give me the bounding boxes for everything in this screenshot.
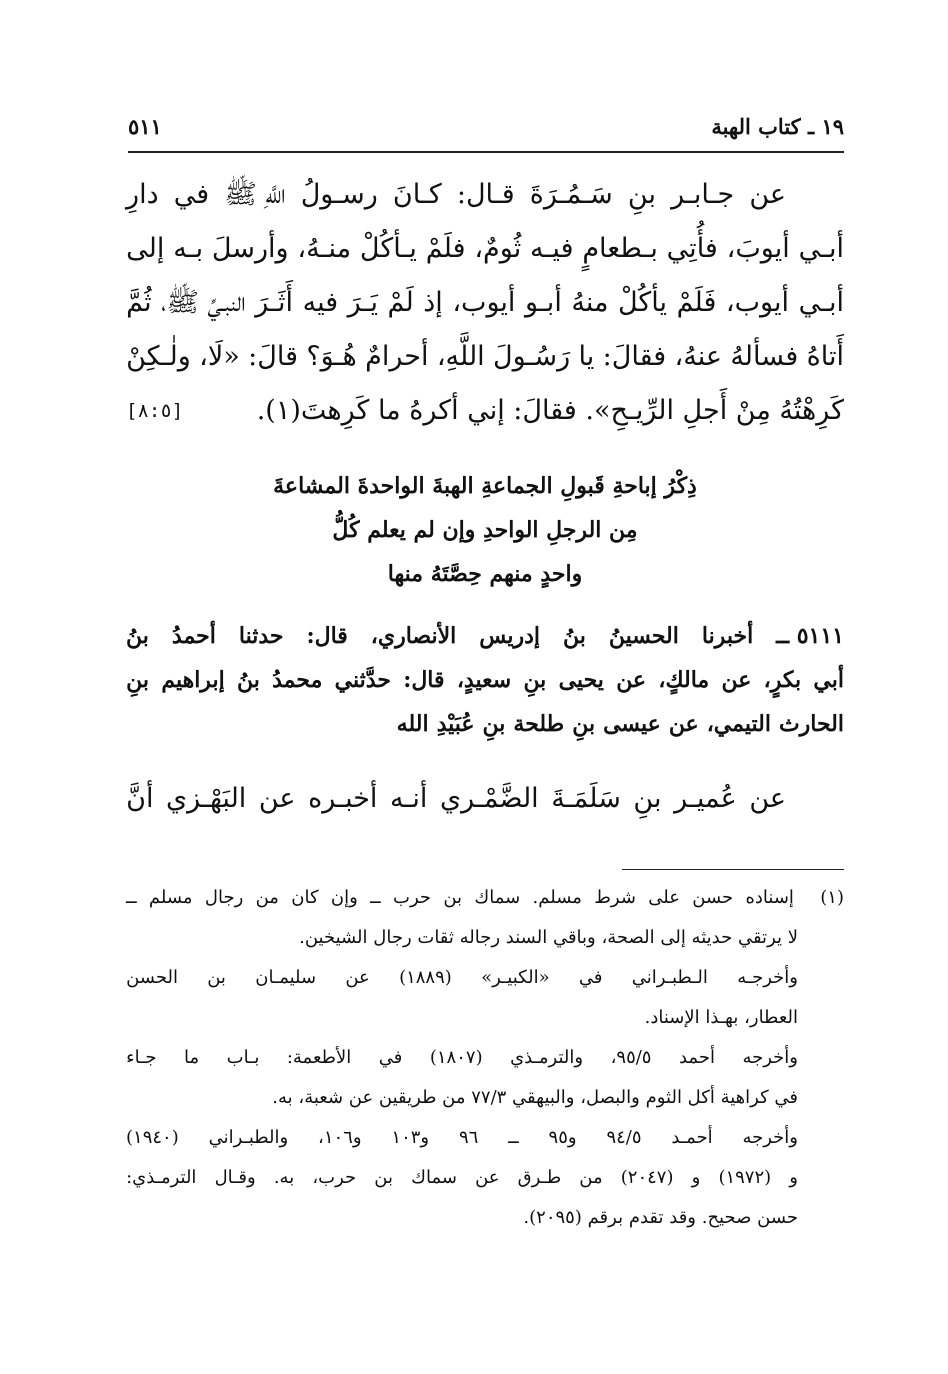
word: البَهْـزي bbox=[166, 783, 247, 814]
word: ثُمَّ bbox=[126, 287, 152, 318]
word: أخبرنا bbox=[701, 623, 754, 649]
hadith-line-text: كَرِهْتُهُ مِنْ أَجلِ الرِّيـحِ». فقالَ: إني أكرهُ ما كَرِهتَ(١). bbox=[256, 395, 844, 426]
word: (١٩٤٠) bbox=[126, 1127, 179, 1148]
word: يحيى bbox=[558, 667, 604, 693]
word: فيـه bbox=[530, 233, 574, 264]
word: و١٠٦، bbox=[318, 1127, 362, 1148]
chapter-title: ١٩ ـ كتاب الهبة bbox=[711, 113, 844, 139]
word: أبـو bbox=[524, 287, 562, 318]
word: بـطعامٍ bbox=[582, 233, 658, 264]
word: جـابـر bbox=[671, 179, 735, 210]
isnad-line bbox=[126, 614, 844, 658]
word: جـاء bbox=[126, 1047, 157, 1068]
word: بنِ bbox=[482, 711, 506, 737]
word: يَـرَ bbox=[347, 287, 378, 318]
word: (٢٠٤٧) bbox=[620, 1167, 674, 1188]
word: إبراهيم bbox=[161, 667, 225, 693]
word: وأرسلَ bbox=[211, 233, 289, 264]
word: سَلَمَـةَ bbox=[551, 783, 621, 814]
word: عن bbox=[668, 711, 699, 737]
word: قـال: bbox=[456, 179, 515, 210]
word: (١٨٨٩) bbox=[399, 967, 452, 988]
word: قال: bbox=[306, 623, 348, 649]
word: ولٰـكِنْ bbox=[126, 341, 191, 372]
word: حدَّثني bbox=[334, 667, 391, 693]
word: مالكٍ، bbox=[658, 667, 710, 693]
word: بنُ bbox=[126, 623, 149, 649]
word: دارِ bbox=[126, 179, 159, 210]
footnote-line bbox=[126, 1158, 844, 1198]
word: أحرامٌ bbox=[365, 341, 429, 372]
word: سَـمُـرَةَ bbox=[529, 179, 613, 210]
word: عن bbox=[616, 667, 647, 693]
word: اللَّهِ، bbox=[436, 341, 485, 372]
word: عنهُ، bbox=[674, 341, 722, 372]
word: فيه bbox=[302, 287, 339, 318]
word: شرط bbox=[594, 887, 636, 908]
word: رسـولُ bbox=[300, 179, 378, 210]
word: يا bbox=[578, 341, 595, 372]
isnad-line bbox=[126, 658, 844, 702]
word: طلحة bbox=[513, 711, 565, 737]
footnotes bbox=[126, 878, 844, 1238]
word: سماك bbox=[411, 1167, 457, 1188]
word: أيوبَ، bbox=[726, 233, 790, 264]
word: حدثنا bbox=[238, 623, 284, 649]
footnote-line bbox=[126, 1198, 844, 1238]
word: فلَمْ bbox=[425, 233, 466, 264]
word: أحمـد bbox=[671, 1127, 713, 1148]
word: منهُ bbox=[571, 287, 609, 318]
word: و١٠٣ bbox=[391, 1127, 430, 1148]
word: الأطعمة: bbox=[286, 1047, 352, 1068]
word: منـهُ، bbox=[297, 233, 352, 264]
reference-code: [٨:٥] bbox=[126, 400, 184, 422]
word: عن bbox=[749, 179, 786, 210]
word: أخبـره bbox=[308, 783, 378, 814]
hadith-line bbox=[126, 276, 844, 330]
word: بنِ bbox=[633, 783, 662, 814]
word: في bbox=[378, 1047, 403, 1068]
word: الحسينُ bbox=[608, 623, 679, 649]
word: عن bbox=[475, 1167, 500, 1188]
word: وإن bbox=[330, 887, 358, 908]
word: سعيدٍ، bbox=[456, 667, 512, 693]
word: أنَّ bbox=[126, 783, 154, 814]
word: عيسى bbox=[603, 711, 661, 737]
word: إدريس bbox=[479, 623, 540, 649]
word: قال: bbox=[403, 667, 445, 693]
word: الضَّمْـري bbox=[439, 783, 539, 814]
word: كان bbox=[291, 887, 319, 908]
footnote-line bbox=[126, 878, 844, 918]
word: النبـيِّ ﷺ، bbox=[161, 287, 246, 318]
word: وأخرجه bbox=[742, 1127, 798, 1148]
footnote-line bbox=[126, 1078, 844, 1118]
word: ٥١١١ ــ bbox=[776, 623, 844, 649]
word: (١٨٠٧) bbox=[429, 1047, 483, 1068]
word: هُـوَ؟ bbox=[306, 341, 357, 372]
hadith-line bbox=[126, 168, 844, 222]
word: حرب، bbox=[312, 1167, 357, 1188]
section-heading-line: ذِكْرُ إباحةِ قَبولِ الجماعةِ الهبةَ الواحدةَ المشاعةَ bbox=[273, 473, 697, 499]
word: بن bbox=[374, 1167, 394, 1188]
word: إسناده bbox=[745, 887, 794, 908]
word: «الكبيـر» bbox=[481, 967, 550, 988]
word: أبـي bbox=[798, 233, 844, 264]
word: عُميـر bbox=[674, 783, 737, 814]
word: اللَّهِ ﷺ bbox=[224, 179, 286, 210]
word: حرب bbox=[393, 887, 432, 908]
word: «لَا، bbox=[199, 341, 240, 372]
word: سماك bbox=[474, 887, 521, 908]
word: فَلَمْ bbox=[676, 287, 717, 318]
word: عن bbox=[345, 967, 370, 988]
next-hadith-text bbox=[126, 772, 844, 826]
word: بنِ bbox=[572, 711, 596, 737]
footnote-line bbox=[126, 918, 844, 958]
word: إذ bbox=[423, 287, 443, 318]
word: وقـال bbox=[214, 1167, 256, 1188]
footnote-text: العطار، بهـذا الإسناد. bbox=[644, 1007, 798, 1028]
word: في bbox=[173, 179, 210, 210]
word: التيمي، bbox=[706, 711, 771, 737]
word: رَسُـولَ bbox=[493, 341, 571, 372]
word: مسلم bbox=[148, 887, 193, 908]
word: بنُ bbox=[236, 667, 260, 693]
footnote-divider bbox=[622, 869, 844, 870]
word: أحمد bbox=[678, 1047, 715, 1068]
word: ثُومٌ، bbox=[474, 233, 522, 264]
footnote-text: لا يرتقي حديثه إلى الصحة، وباقي السند رجاله ثقات رجال الشيخين. bbox=[299, 927, 798, 948]
hadith-text bbox=[126, 168, 844, 438]
word: أحمدُ bbox=[171, 623, 216, 649]
word: على bbox=[648, 887, 680, 908]
word: عن bbox=[749, 783, 786, 814]
word: بن bbox=[207, 967, 226, 988]
word: وأخرجه bbox=[742, 1047, 798, 1068]
word: كـانَ bbox=[392, 179, 442, 210]
word: فأُتِي bbox=[666, 233, 718, 264]
footnote-text: حسن صحيح. وقد تقدم برقم (٢٠٩٥). bbox=[523, 1207, 798, 1228]
word: ــ bbox=[508, 1127, 519, 1148]
word: أَثَـرَ bbox=[255, 287, 294, 318]
word: من bbox=[579, 1167, 603, 1188]
word: الحسن bbox=[126, 967, 178, 988]
header-divider bbox=[128, 151, 844, 153]
word: يـأكُلْ bbox=[359, 233, 417, 264]
word: و bbox=[789, 1167, 798, 1188]
word: أيوب، bbox=[725, 287, 790, 318]
hadith-line bbox=[126, 330, 844, 384]
word: الحارث bbox=[778, 711, 844, 737]
word: حسن bbox=[692, 887, 734, 908]
word: وأخرجـه bbox=[737, 967, 798, 988]
word: أيوب، bbox=[452, 287, 516, 318]
section-heading-line: واحدٍ منهم حِصَّتَهُ منها bbox=[387, 561, 583, 587]
footnote-line bbox=[126, 998, 844, 1038]
word: أبي bbox=[813, 667, 844, 693]
word: أَتاهُ bbox=[806, 341, 844, 372]
word: و٩٥ bbox=[548, 1127, 577, 1148]
word: لَمْ bbox=[387, 287, 414, 318]
word: إلى bbox=[126, 233, 165, 264]
word: فسألهُ bbox=[730, 341, 799, 372]
isnad-line bbox=[126, 702, 844, 746]
word: بنِ bbox=[523, 667, 547, 693]
word: ما bbox=[183, 1047, 200, 1068]
isnad-chain bbox=[126, 614, 844, 746]
section-heading-line: مِن الرجلِ الواحدِ وإن لم يعلم كُلُّ bbox=[332, 517, 638, 543]
footnote-line bbox=[126, 958, 844, 998]
word: بنِ bbox=[126, 667, 150, 693]
word: طـرق bbox=[517, 1167, 562, 1188]
word: في bbox=[578, 967, 603, 988]
word: الترمـذي: bbox=[126, 1167, 197, 1188]
word: قالَ: bbox=[248, 341, 298, 372]
footnote-text: في كراهية أكل الثوم والبصل، والبيهقي ٧٧/٣ من طريقين عن شعبة، به. bbox=[272, 1087, 798, 1108]
word: والترمـذي bbox=[510, 1047, 584, 1068]
word: والطبـراني bbox=[208, 1127, 289, 1148]
hadith-line bbox=[126, 222, 844, 276]
word: أنـه bbox=[390, 783, 428, 814]
word: بـه bbox=[173, 233, 204, 264]
page-number: ٥١١ bbox=[128, 113, 162, 139]
word: محمدُ bbox=[272, 667, 323, 693]
word: و bbox=[691, 1167, 701, 1188]
word: ــ bbox=[126, 887, 137, 908]
word: ٩٥/٥، bbox=[610, 1047, 652, 1068]
running-header bbox=[128, 104, 844, 148]
word: عن bbox=[258, 783, 296, 814]
word: من bbox=[255, 887, 279, 908]
word: رجال bbox=[204, 887, 244, 908]
word: بنُ bbox=[562, 623, 586, 649]
word: أبـي bbox=[798, 287, 844, 318]
word: ــ bbox=[370, 887, 381, 908]
word: عُبَيْدِ bbox=[436, 711, 475, 737]
footnote-number: (١) bbox=[820, 887, 844, 908]
word: ٩٤/٥ bbox=[606, 1127, 642, 1148]
word: فقالَ: bbox=[602, 341, 667, 372]
word: بكرٍ، bbox=[763, 667, 802, 693]
footnote-line bbox=[126, 1118, 844, 1158]
word: (١٩٧٢) bbox=[718, 1167, 772, 1188]
word: يأكُلْ bbox=[617, 287, 668, 318]
word: بن bbox=[443, 887, 463, 908]
word: الأنصاري، bbox=[370, 623, 457, 649]
word: سليمـان bbox=[255, 967, 317, 988]
section-heading bbox=[126, 464, 844, 596]
word: الـطبـراني bbox=[631, 967, 708, 988]
word: به. bbox=[273, 1167, 295, 1188]
word: عن bbox=[721, 667, 752, 693]
word: بـاب bbox=[226, 1047, 260, 1068]
word: الله bbox=[396, 711, 429, 737]
word: ٩٦ bbox=[458, 1127, 479, 1148]
footnote-line bbox=[126, 1038, 844, 1078]
hadith-line bbox=[126, 384, 844, 438]
word: بنِ bbox=[627, 179, 656, 210]
word: مسلم. bbox=[532, 887, 582, 908]
